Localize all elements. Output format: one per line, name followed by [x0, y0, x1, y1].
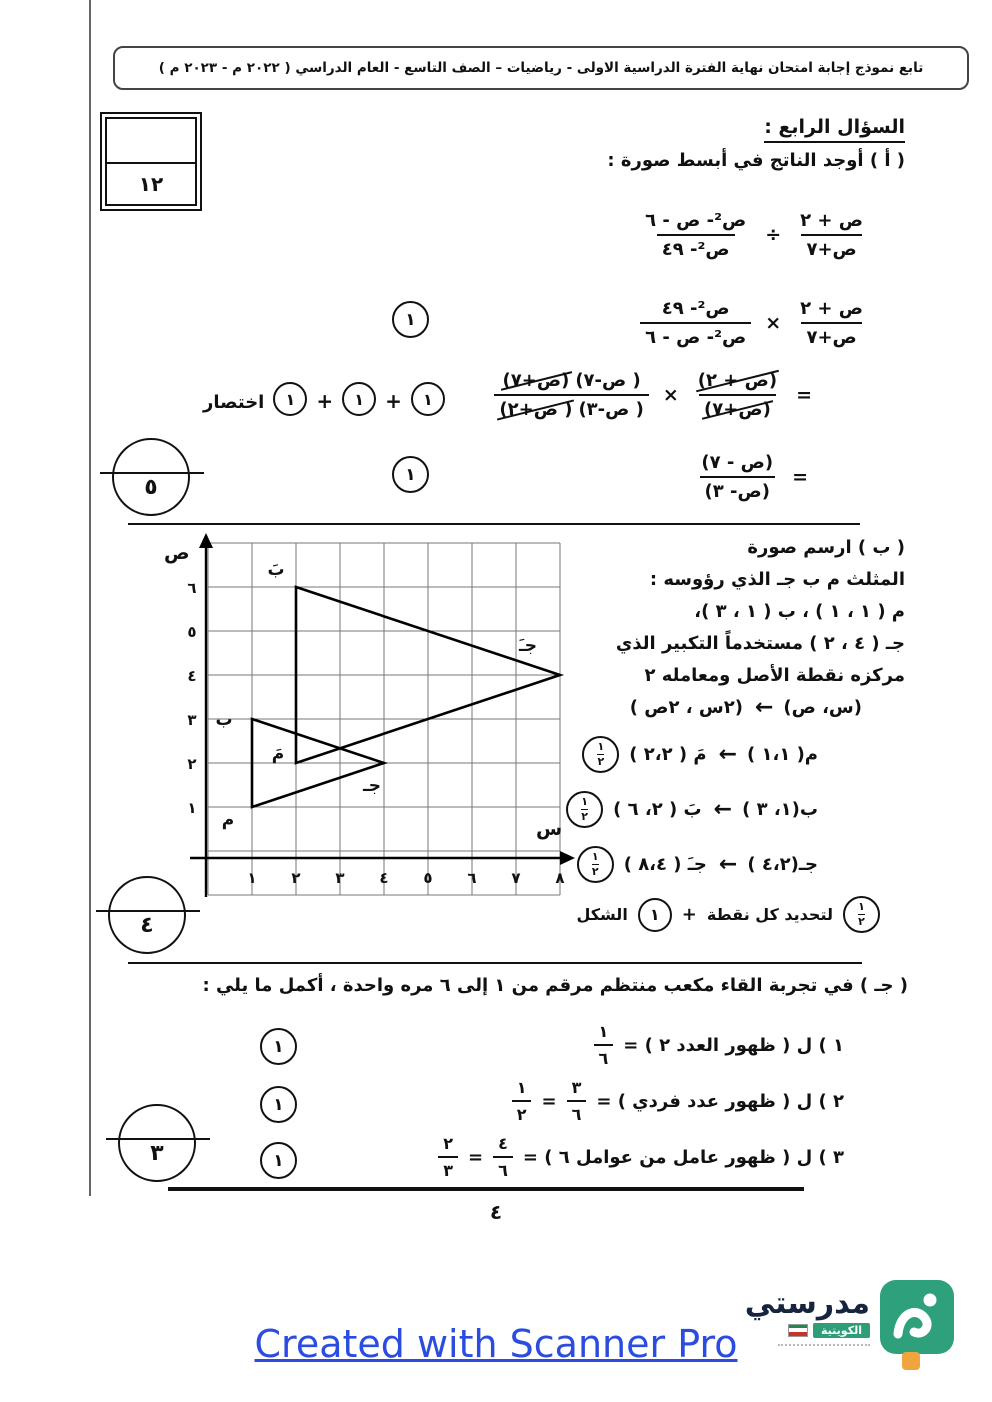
total-value: ٤: [140, 913, 154, 939]
exam-header-box: [113, 46, 969, 90]
maps-to-arrow-icon: ←: [713, 797, 731, 822]
expression-multiplication: [640, 298, 868, 348]
fraction-denominator: ص²- ص - ٦: [645, 327, 747, 348]
madrasati-logo: [745, 1280, 954, 1354]
logo-tagline: [778, 1344, 870, 1346]
logo-glyph-icon: [880, 1280, 954, 1354]
part-a-total-marks: [112, 438, 190, 516]
logo-subtitle: الكويتية: [813, 1323, 870, 1338]
part-b-line: ( ب ) ارسم صورة: [747, 537, 905, 558]
map-to: مَ ( ٢،٢ ): [629, 744, 707, 765]
shortcut-marks-row: [203, 382, 445, 416]
half-numerator: ١: [858, 900, 865, 914]
grading-mark-circle: ١: [392, 301, 429, 338]
part-a-prompt: ( أ ) أوجد الناتج في أبسط صورة :: [607, 150, 905, 171]
divide-sign: ÷: [765, 224, 782, 246]
expression-result: [696, 452, 810, 502]
factor-term: ( ص-٧): [575, 370, 641, 391]
fraction-numerator: ص²- ٤٩: [661, 298, 730, 319]
fraction-numerator: ص²- ص - ٦: [645, 210, 747, 231]
maps-to-arrow-icon: ←: [754, 695, 772, 720]
y-axis-label: ص: [164, 542, 190, 564]
half-numerator: ١: [581, 795, 589, 809]
grid-svg: [148, 531, 578, 903]
fraction-denominator: ص²- ٤٩: [661, 239, 730, 260]
y-tick: ٣: [187, 711, 197, 729]
grading-mark-circle: ١: [260, 1142, 297, 1179]
rule-to: (٢س ، ٢ص ): [629, 697, 743, 718]
total-value: ٥: [144, 475, 158, 501]
item-text: ٣ ) ل ( ظهور عامل من عوامل ٦ ) =: [522, 1146, 844, 1168]
expression-cancellation: [494, 370, 814, 420]
map-from: م( ١،١ ): [747, 744, 818, 765]
point-mapping-m: [582, 736, 818, 773]
half-numerator: ١: [591, 850, 599, 864]
total-line: [96, 910, 200, 912]
section-divider: [128, 523, 860, 525]
fraction: [567, 1078, 587, 1124]
fraction-numerator: ٢: [443, 1134, 454, 1153]
fraction-numerator: ص + ٢: [800, 298, 863, 319]
fraction-denominator: ٦: [571, 1105, 582, 1124]
fraction-numerator: ٤: [498, 1134, 508, 1153]
fraction-1: [795, 298, 868, 348]
multiply-sign: ×: [765, 312, 782, 334]
y-tick: ٥: [187, 623, 197, 641]
x-axis-arrow-icon: [560, 851, 575, 865]
total-value: ٣: [150, 1141, 164, 1167]
fraction-denominator: ٦: [498, 1161, 508, 1180]
fraction-denominator: ص+٧: [806, 239, 857, 260]
exam-header-text: تابع نموذج إجابة امتحان نهاية الفترة الدراسية الاولى - رياضيات – الصف التاسع - العام الدراسي ( ٢٠٢٢ م - ٢٠٢٣ م ): [158, 60, 924, 76]
y-tick: ١: [187, 799, 197, 817]
half-mark-circle: [577, 846, 614, 883]
coordinate-grid: [148, 531, 578, 903]
grading-mark-circle: ١: [260, 1028, 297, 1065]
cancelled-term: (ص + ٢): [697, 370, 778, 391]
map-to: بَ ( ٢، ٦ ): [613, 799, 702, 820]
maps-to-arrow-icon: ←: [718, 852, 736, 877]
score-box-inner: [105, 117, 197, 206]
y-tick: ٦: [187, 579, 197, 597]
kuwait-flag-icon: [788, 1324, 808, 1337]
x-axis-label: س: [536, 818, 563, 840]
expression-division: [640, 210, 868, 260]
item-text: ٢ ) ل ( ظهور عدد فردي ) =: [596, 1090, 844, 1112]
vertex-label-m-prime: مَ: [271, 744, 285, 764]
plus-sign: +: [385, 389, 402, 413]
fraction-numerator: ٣: [571, 1078, 582, 1097]
fraction-2: [494, 370, 648, 420]
x-tick: ٨: [555, 869, 565, 887]
fraction-numerator: ١: [516, 1078, 527, 1097]
x-tick: ٤: [379, 869, 389, 887]
fraction-2: [640, 298, 751, 348]
map-from: ب(١، ٣ ): [742, 799, 818, 820]
map-to: جـَ ( ٨،٤ ): [623, 854, 707, 875]
score-box: [100, 112, 202, 211]
y-axis-arrow-icon: [199, 533, 213, 548]
multiply-sign: ×: [662, 384, 679, 406]
score-value: ١٢: [138, 172, 164, 197]
note-text: لتحديد كل نقطة: [706, 905, 833, 924]
part-b-line: جـ ( ٤ ، ٢ ) مستخدماً التكبير الذي: [615, 633, 905, 654]
grading-mark-circle: ١: [342, 382, 376, 416]
logo-sub-row: [788, 1323, 870, 1338]
half-denominator: ٢: [858, 915, 865, 928]
x-tick: ٣: [335, 869, 345, 887]
total-line: [106, 1138, 210, 1140]
grading-mark-circle: ١: [411, 382, 445, 416]
grading-mark-circle: ١: [392, 456, 429, 493]
probability-item-1: [594, 1022, 845, 1068]
grading-mark-circle: ١: [260, 1086, 297, 1123]
logo-orange-square: [902, 1352, 920, 1370]
plus-sign: +: [316, 389, 334, 413]
fraction-numerator: ص + ٢: [800, 210, 863, 231]
probability-item-2: [512, 1078, 844, 1124]
grading-mark-circle: ١: [638, 898, 672, 932]
vertex-label-b-prime: بَ: [267, 560, 285, 580]
equals-sign: =: [541, 1090, 557, 1112]
cancelled-term: ( ص+٢): [499, 399, 573, 420]
vertex-label-m: م: [221, 810, 235, 830]
part-c-total-marks: [118, 1104, 196, 1182]
vertex-label-b: ب: [215, 710, 233, 730]
madrasati-app-icon: [880, 1280, 954, 1354]
total-line: [100, 472, 204, 474]
fraction: [493, 1134, 513, 1180]
fraction-denominator: ص+٧: [806, 327, 857, 348]
half-denominator: ٢: [591, 865, 599, 878]
x-tick: ١: [247, 869, 257, 887]
part-b-total-marks: [108, 876, 186, 954]
fraction-denominator: ٣: [443, 1161, 454, 1180]
half-mark-circle: [582, 736, 619, 773]
page-frame-line: [89, 0, 91, 1196]
fraction-denominator: (ص- ٣): [704, 481, 770, 502]
probability-item-3: [438, 1134, 844, 1180]
equals-sign: =: [792, 466, 808, 488]
fraction-numerator: ١: [598, 1022, 609, 1041]
plus-sign: +: [681, 904, 697, 925]
rule-from: (س، ص): [783, 697, 862, 718]
point-mapping-j: [577, 846, 818, 883]
x-tick: ٧: [511, 869, 521, 887]
half-denominator: ٢: [597, 755, 605, 768]
part-b-line: المثلث م ب جـ الذي رؤوسه :: [649, 569, 905, 590]
shortcut-label: اختصار: [203, 391, 265, 413]
x-tick: ٢: [291, 869, 301, 887]
fraction-numerator: (ص - ٧): [701, 452, 774, 473]
half-mark-circle: [843, 896, 880, 933]
logo-name: مدرستي: [744, 1286, 870, 1321]
dilation-rule: [630, 695, 862, 720]
x-tick: ٦: [467, 869, 477, 887]
fraction-denominator: ٦: [598, 1049, 609, 1068]
part-b-line: م ( ١ ، ١ ) ، ب ( ١ ، ٣ )،: [694, 601, 905, 622]
result-fraction: [696, 452, 778, 502]
x-tick: ٥: [423, 869, 433, 887]
scanner-pro-watermark-link[interactable]: Created with Scanner Pro: [254, 1322, 738, 1366]
fraction: [512, 1078, 532, 1124]
marking-note: [576, 896, 880, 933]
equals-sign: =: [796, 384, 812, 406]
half-denominator: ٢: [581, 810, 589, 823]
half-numerator: ١: [597, 740, 605, 754]
point-mapping-b: [566, 791, 818, 828]
map-from: جـ(٤،٢ ): [747, 854, 818, 875]
vertex-label-j: جـ: [362, 776, 382, 796]
grading-mark-circle: ١: [273, 382, 307, 416]
logo-text-block: [745, 1280, 870, 1346]
y-tick: ٢: [187, 755, 197, 773]
fraction-1: [795, 210, 868, 260]
part-c-prompt: ( جـ ) في تجربة القاء مكعب منتظم مرقم من ١ إلى ٦ مره واحدة ، أكمل ما يلي :: [202, 975, 908, 996]
cancelled-term: (ص+٧): [502, 370, 570, 391]
item-text: ١ ) ل ( ظهور العدد ٢ ) =: [623, 1034, 844, 1056]
score-cell-empty: [107, 119, 195, 164]
y-tick: ٤: [187, 667, 197, 685]
fraction-denominator: ٢: [516, 1105, 527, 1124]
note-shape: الشكل: [576, 905, 628, 924]
fraction-2: [640, 210, 751, 260]
question-four-title: السؤال الرابع :: [764, 116, 905, 143]
cancelled-term: (ص+٧): [704, 399, 771, 420]
equals-sign: =: [468, 1146, 484, 1168]
fraction: [438, 1134, 458, 1180]
section-divider: [128, 962, 862, 964]
fraction-1: [693, 370, 782, 420]
factor-term: ( ص-٣): [578, 399, 644, 420]
fraction: [594, 1022, 614, 1068]
vertex-label-j-prime: جـَ: [518, 636, 538, 656]
page-number: ٤: [489, 1200, 503, 1224]
footer-divider: [168, 1187, 804, 1191]
maps-to-arrow-icon: ←: [718, 742, 735, 767]
part-b-line: مركزه نقطة الأصل ومعامله ٢: [644, 665, 905, 686]
